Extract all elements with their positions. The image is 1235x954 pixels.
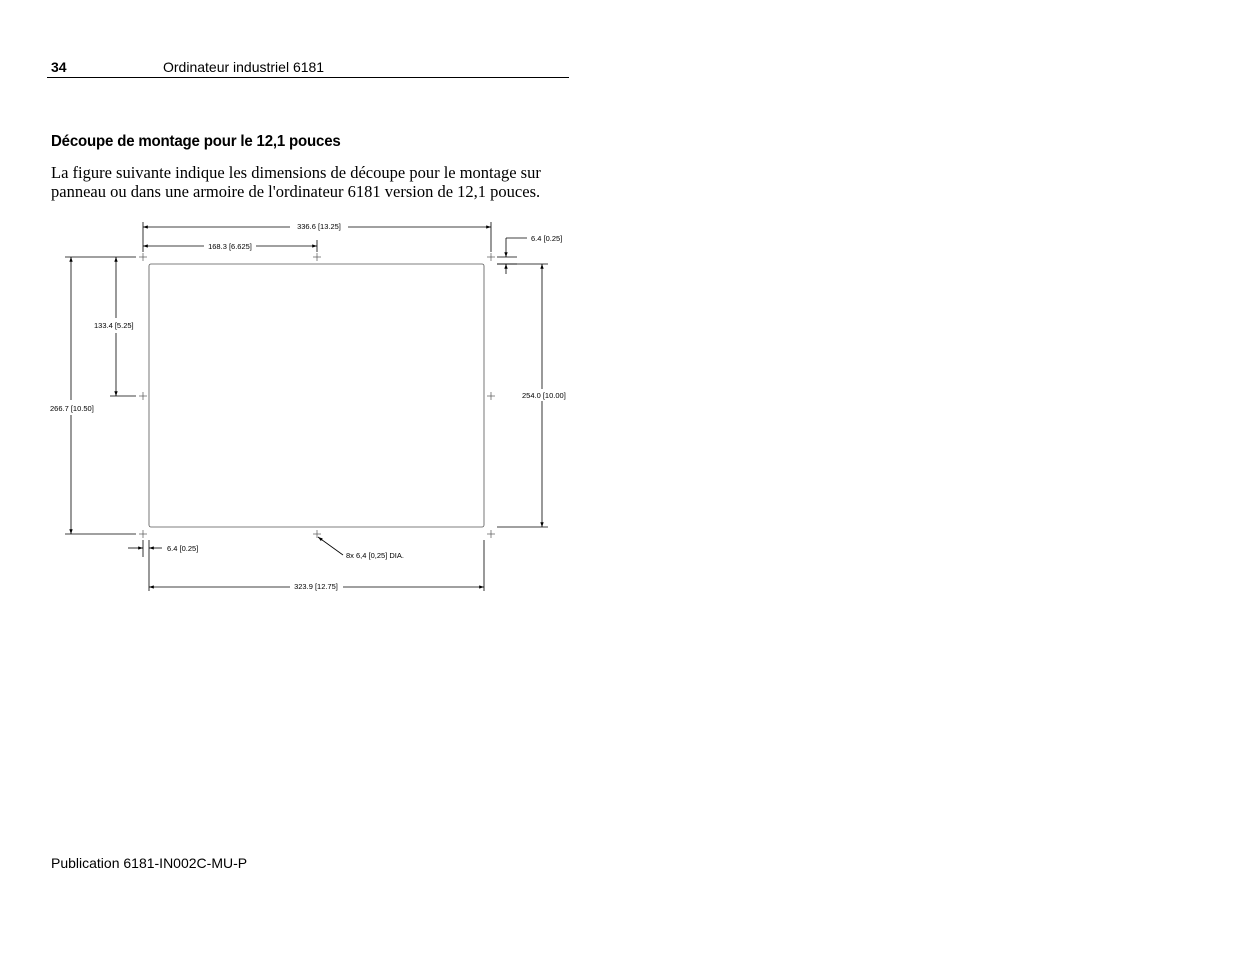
mounting-hole-top-right <box>487 253 495 261</box>
mounting-hole-mid-left <box>139 392 147 400</box>
mounting-hole-bottom-right <box>487 530 495 538</box>
label-hole-offset-top: 6.4 [0.25] <box>531 234 563 243</box>
label-half-height: 133.4 [5.25] <box>94 321 134 330</box>
mounting-hole-top-center <box>313 253 321 261</box>
label-overall-width: 336.6 [13.25] <box>297 222 341 231</box>
label-cutout-width: 323.9 [12.75] <box>294 582 338 591</box>
section-title: Découpe de montage pour le 12,1 pouces <box>51 133 341 150</box>
paragraph-line-2: panneau ou dans une armoire de l'ordinateur 6181 version de 12,1 pouces. <box>51 182 541 201</box>
hole-note-leader <box>318 537 343 555</box>
page-number: 34 <box>51 59 67 75</box>
label-hole-offset-left: 6.4 [0.25] <box>167 544 199 553</box>
mounting-hole-top-left <box>139 253 147 261</box>
label-half-width: 168.3 [6.625] <box>208 242 252 251</box>
label-cutout-height: 254.0 [10.00] <box>522 391 566 400</box>
running-header-title: Ordinateur industriel 6181 <box>163 59 325 75</box>
label-overall-height: 266.7 [10.50] <box>50 404 94 413</box>
paragraph-line-1: La figure suivante indique les dimensions de découpe pour le montage sur <box>51 163 541 182</box>
mounting-hole-bottom-left <box>139 530 147 538</box>
publication-footer: Publication 6181-IN002C-MU-P <box>51 855 248 871</box>
label-holes-note: 8x 6,4 [0,25] DIA. <box>346 551 404 560</box>
mounting-hole-mid-right <box>487 392 495 400</box>
cutout-outline <box>149 264 484 527</box>
mounting-hole-bottom-center <box>313 530 321 538</box>
